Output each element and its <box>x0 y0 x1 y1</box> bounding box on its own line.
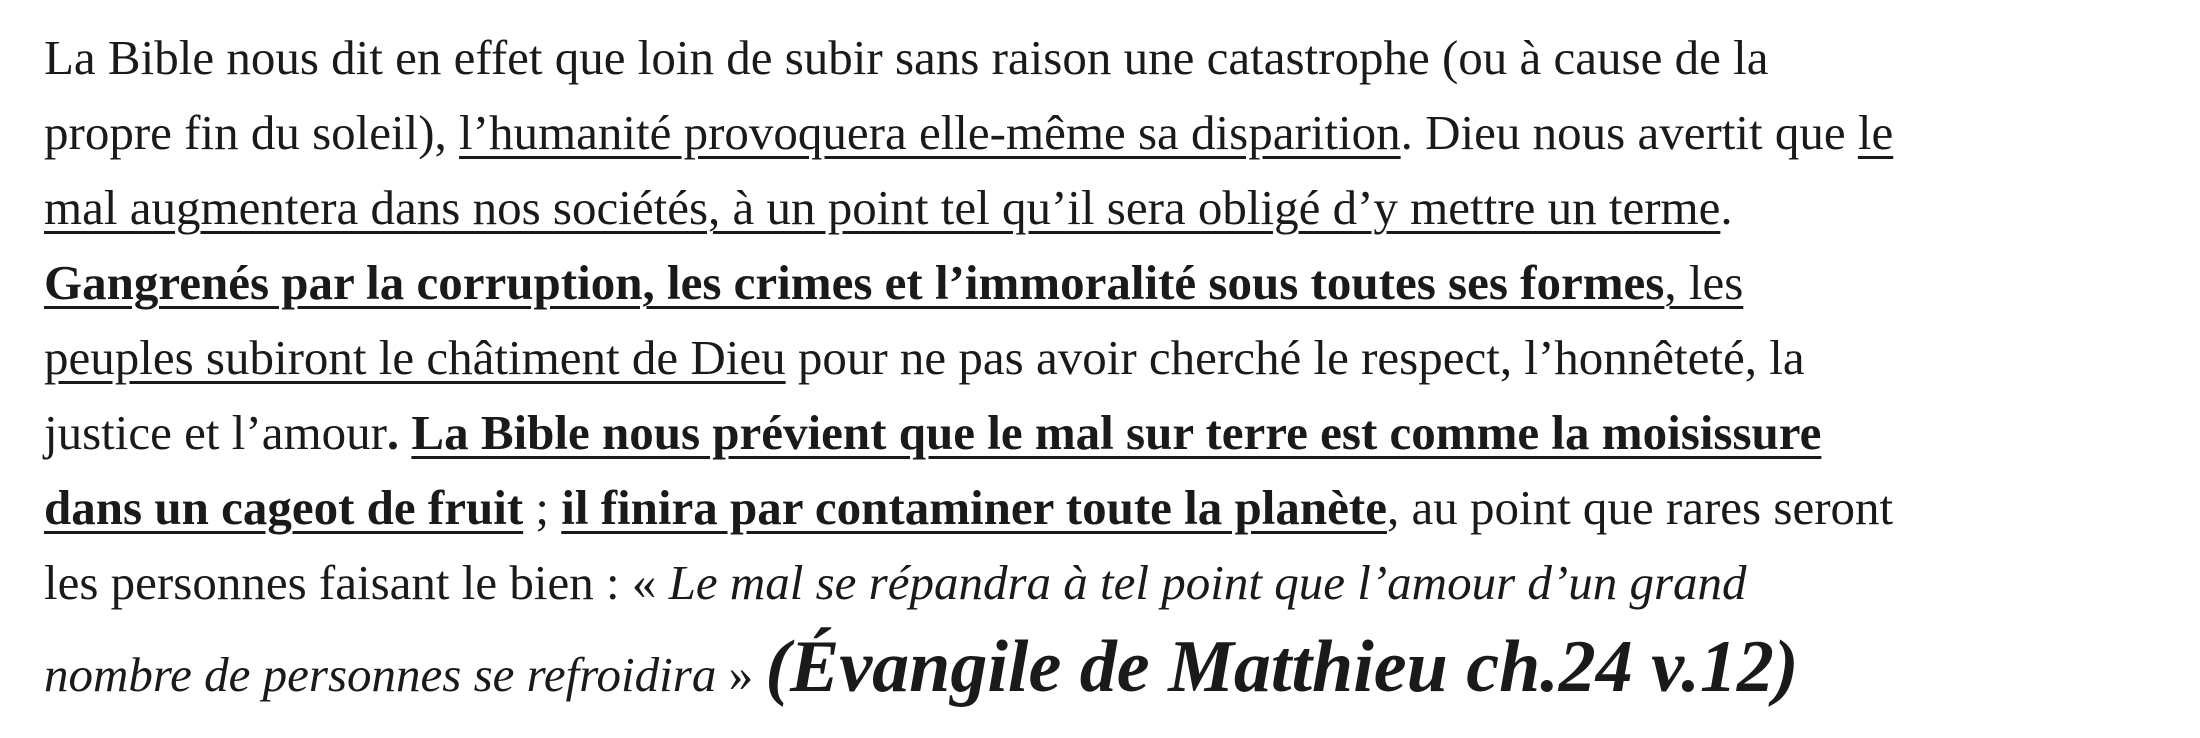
text-segment: le <box>1857 105 1894 160</box>
text-line <box>44 545 2152 620</box>
body-paragraph <box>44 20 2152 712</box>
text-segment: l’humanité provoquera elle-même sa disparition <box>459 105 1401 160</box>
text-segment: . Dieu nous avertit que <box>1400 105 1858 160</box>
text-segment: , au point que rares seront <box>1386 480 1894 535</box>
text-segment: les personnes faisant le bien : « <box>44 555 669 610</box>
text-segment: mal augmentera dans nos sociétés, à un point tel qu’il sera obligé d’y mettre un terme <box>44 180 1721 235</box>
text-segment: propre fin du soleil), <box>44 105 460 160</box>
text-line <box>44 626 2152 712</box>
text-segment: Gangrenés par la corruption, les crimes et l’immoralité sous toutes ses formes <box>44 255 1665 310</box>
text-line <box>44 245 2152 320</box>
text-segment: . <box>1720 180 1733 235</box>
text-segment: , les <box>1664 255 1744 310</box>
text-segment: justice et l’amour <box>44 405 387 460</box>
text-segment: nombre de personnes se refroidira <box>44 647 717 702</box>
text-segment: il finira par contaminer toute la planète <box>561 480 1387 535</box>
text-line <box>44 320 2152 395</box>
text-line <box>44 95 2152 170</box>
text-segment: dans un cageot de fruit <box>44 480 524 535</box>
text-line <box>44 20 2152 95</box>
text-segment: La Bible nous dit en effet que loin de subir sans raison une catastrophe (ou à cause de la <box>44 30 1769 85</box>
text-segment: . <box>386 405 412 460</box>
bible-reference: (Évangile de Matthieu ch.24 v.12) <box>765 626 1799 708</box>
text-segment: peuples subiront le châtiment de Dieu <box>44 330 786 385</box>
text-segment: » <box>716 647 766 702</box>
text-line <box>44 395 2152 470</box>
text-segment: La Bible nous prévient que le mal sur terre est comme la moisissure <box>411 405 1822 460</box>
text-line <box>44 470 2152 545</box>
text-segment: Le mal se répandra à tel point que l’amour d’un grand <box>668 555 1747 610</box>
text-line <box>44 170 2152 245</box>
text-segment: ; <box>523 480 562 535</box>
text-segment: pour ne pas avoir cherché le respect, l’honnêteté, la <box>785 330 1805 385</box>
